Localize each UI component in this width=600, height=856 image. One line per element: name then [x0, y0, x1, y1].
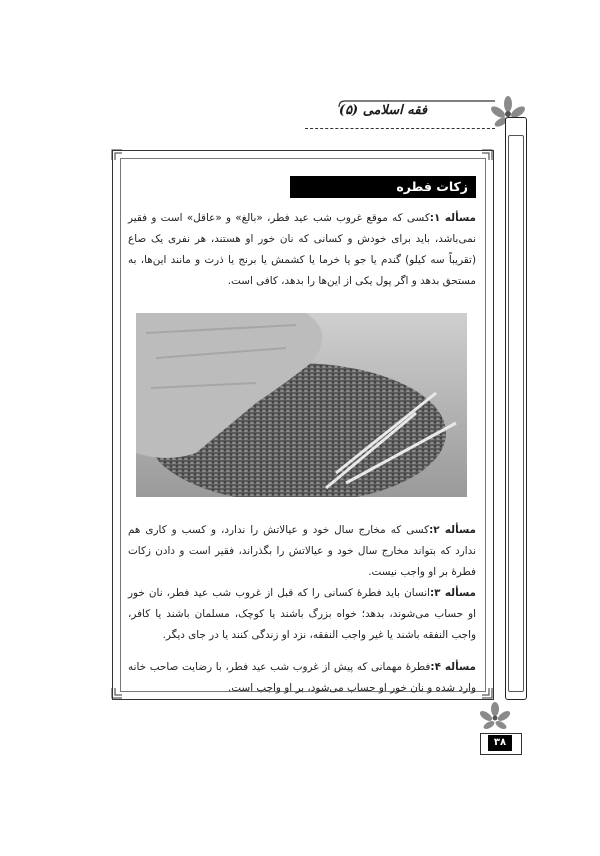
issue-label: مسأله ۲: — [429, 524, 476, 536]
side-rail-inner — [508, 135, 524, 692]
issue-text: فطرهٔ مهمانی که پیش از غروب شب عید فطر، با رضایت صاحب خانه وارد شده و نان خور او حساب می‌شود، بر او واجب است. — [128, 661, 476, 694]
paragraph-4 — [128, 657, 476, 699]
paragraph-2 — [128, 520, 476, 583]
issue-text: کسی که مخارج سال خود و عیالاتش را ندارد، و کسب و کاری هم ندارد که بتواند مخارج سال خود و عیالاتش را بگذراند، فقیر است و دادن زکات فطرهٔ بر او واجب نیست. — [128, 524, 476, 578]
header-divider — [305, 128, 495, 129]
book-title: فقه اسلامی (۵) — [338, 103, 428, 118]
corner-ornament-icon — [110, 686, 124, 700]
page-number: ۳۸ — [488, 735, 512, 751]
corner-ornament-icon — [110, 148, 124, 162]
corner-ornament-icon — [480, 686, 494, 700]
issue-label: مسأله ۱: — [429, 212, 476, 224]
wheat-sack-photo — [136, 313, 467, 497]
issue-label: مسأله ۴: — [430, 661, 476, 673]
issue-text: انسان باید فطرهٔ کسانی را که قبل از غروب شب عید فطر، نان خور او حساب می‌شوند، بدهد؛ خواه بزرگ باشند یا کوچک، مسلمان باشند یا کافر، واجب النفقه باشند یا غیر واجب النفقه، نزد او زندگی کنند یا در جای دیگر. — [128, 587, 476, 641]
paragraph-3 — [128, 583, 476, 646]
issue-text: کسی که موقع غروب شب عید فطر، «بالغ» و «عاقل» است و فقیر نمی‌باشد، باید برای خودش و کسانی که نان خور او هستند، هر نفری یک صاع (تقریباً سه کیلو) گندم یا جو یا خرما یا کشمش یا برنج یا ذرت و مانند این‌ها، به مستحق بدهد و اگر پول یکی از این‌ها را بدهد، کافی است. — [128, 212, 476, 287]
corner-ornament-icon — [480, 148, 494, 162]
paragraph-1 — [128, 208, 476, 292]
section-title: زکات فطره — [290, 176, 476, 198]
leaf-ornament-icon — [478, 702, 512, 732]
issue-label: مسأله ۳: — [429, 587, 476, 599]
